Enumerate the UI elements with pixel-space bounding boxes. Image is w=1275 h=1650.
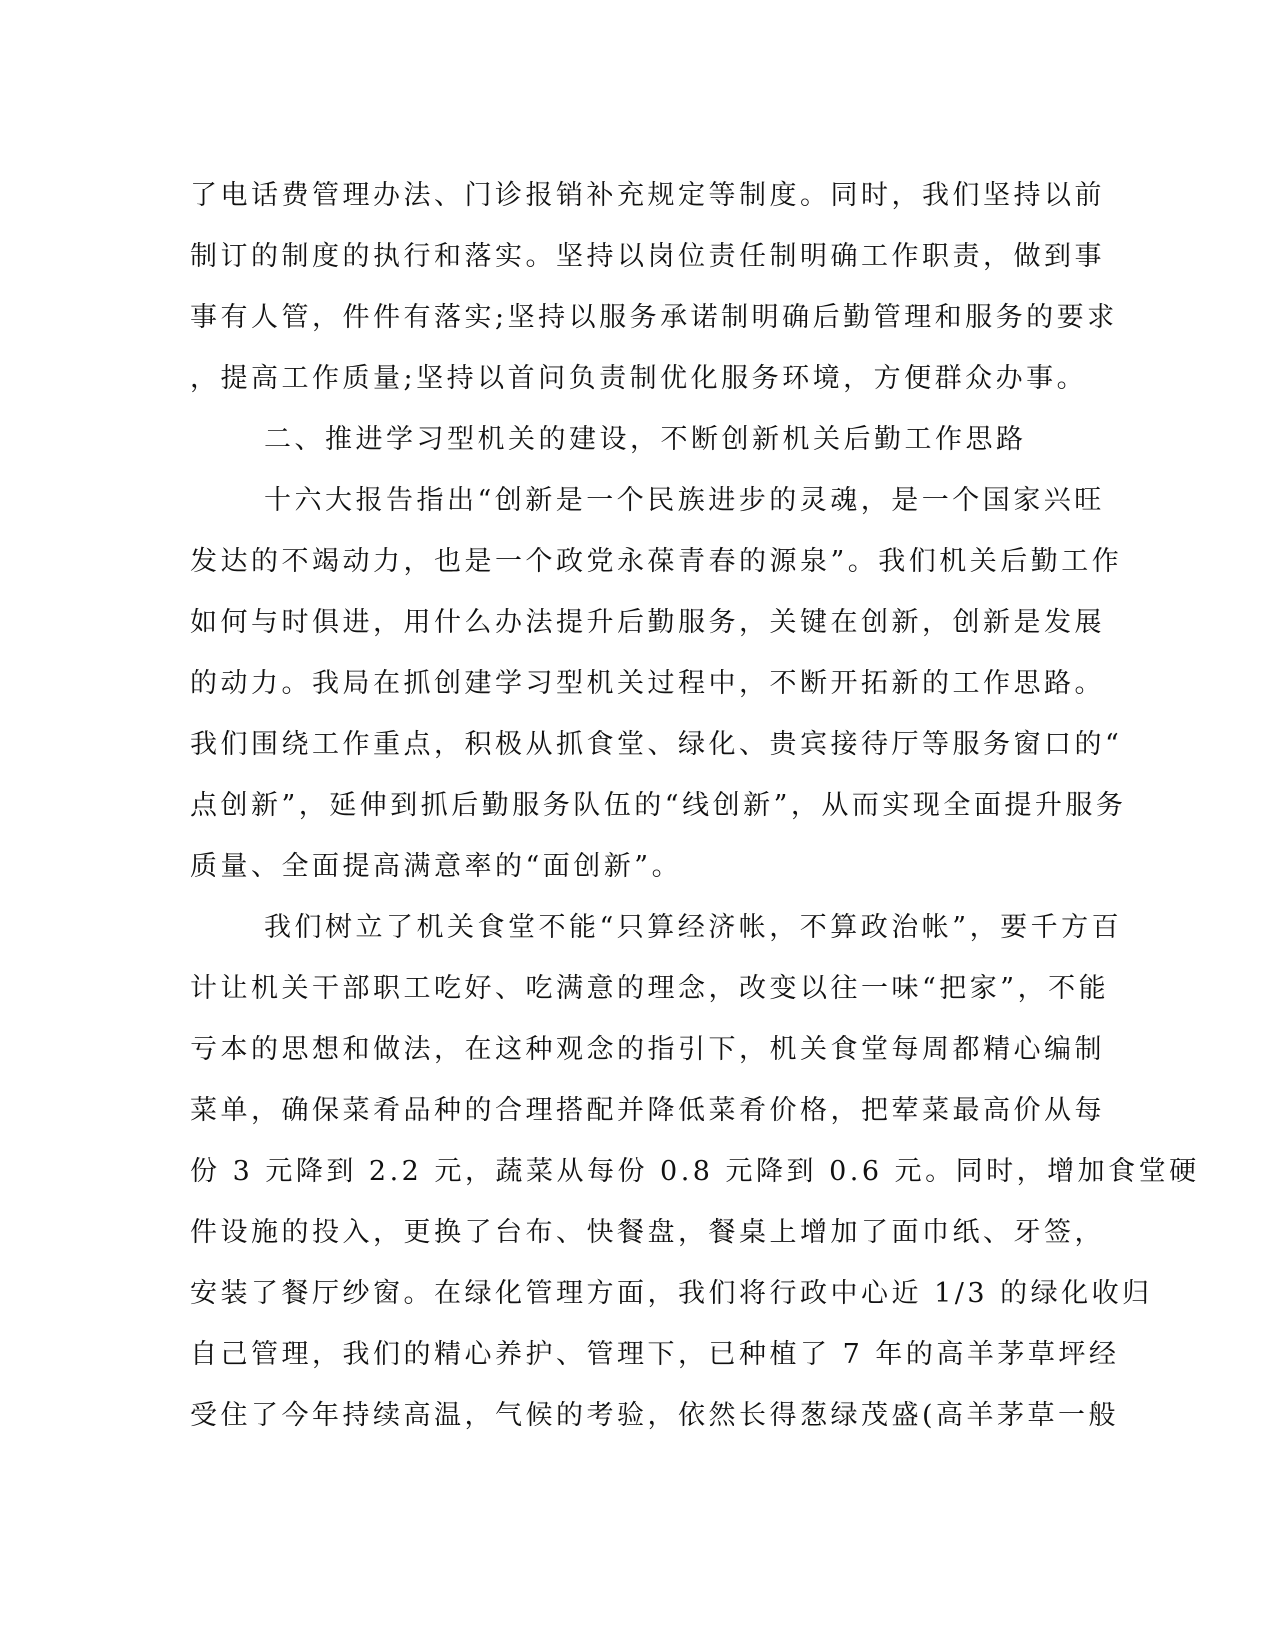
text-line: 受住了今年持续高温，气候的考验，依然长得葱绿茂盛(高羊茅草一般 [190,1400,1120,1431]
text-line: 件设施的投入，更换了台布、快餐盘，餐桌上增加了面巾纸、牙签， [190,1217,1105,1248]
text-line: 制订的制度的执行和落实。坚持以岗位责任制明确工作职责，做到事 [190,241,1105,272]
text-line: 安装了餐厅纱窗。在绿化管理方面，我们将行政中心近 1/3 的绿化收归 [190,1278,1153,1309]
text-line: 事有人管，件件有落实;坚持以服务承诺制明确后勤管理和服务的要求 [190,302,1118,333]
text-line: 点创新”，延伸到抓后勤服务队伍的“线创新”，从而实现全面提升服务 [190,790,1127,821]
text-line: 亏本的思想和做法，在这种观念的指引下，机关食堂每周都精心编制 [190,1034,1105,1065]
text-line: 如何与时俱进，用什么办法提升后勤服务，关键在创新，创新是发展 [190,607,1105,638]
text-line: 的动力。我局在抓创建学习型机关过程中，不断开拓新的工作思路。 [190,668,1105,699]
text-line: 份 3 元降到 2.2 元，蔬菜从每份 0.8 元降到 0.6 元。同时，增加食堂硬 [190,1156,1200,1187]
text-line: 质量、全面提高满意率的“面创新”。 [190,851,683,882]
text-line: 十六大报告指出“创新是一个民族进步的灵魂，是一个国家兴旺 [264,485,1105,516]
text-line: 自己管理，我们的精心养护、管理下，已种植了 7 年的高羊茅草坪经 [190,1339,1120,1370]
text-line: ，提高工作质量;坚持以首问负责制优化服务环境，方便群众办事。 [190,363,1088,394]
text-line: 计让机关干部职工吃好、吃满意的理念，改变以往一味“把家”，不能 [190,973,1110,1004]
body-text [190,165,1200,1446]
text-line: 我们树立了机关食堂不能“只算经济帐，不算政治帐”，要千方百 [264,912,1123,943]
text-line: 菜单，确保菜肴品种的合理搭配并降低菜肴价格，把荤菜最高价从每 [190,1095,1105,1126]
text-line: 二、推进学习型机关的建设，不断创新机关后勤工作思路 [264,424,1027,455]
text-line: 发达的不竭动力，也是一个政党永葆青春的源泉”。我们机关后勤工作 [190,546,1123,577]
text-line: 我们围绕工作重点，积极从抓食堂、绿化、贵宾接待厅等服务窗口的“ [190,729,1123,760]
text-line: 了电话费管理办法、门诊报销补充规定等制度。同时，我们坚持以前 [190,180,1105,211]
